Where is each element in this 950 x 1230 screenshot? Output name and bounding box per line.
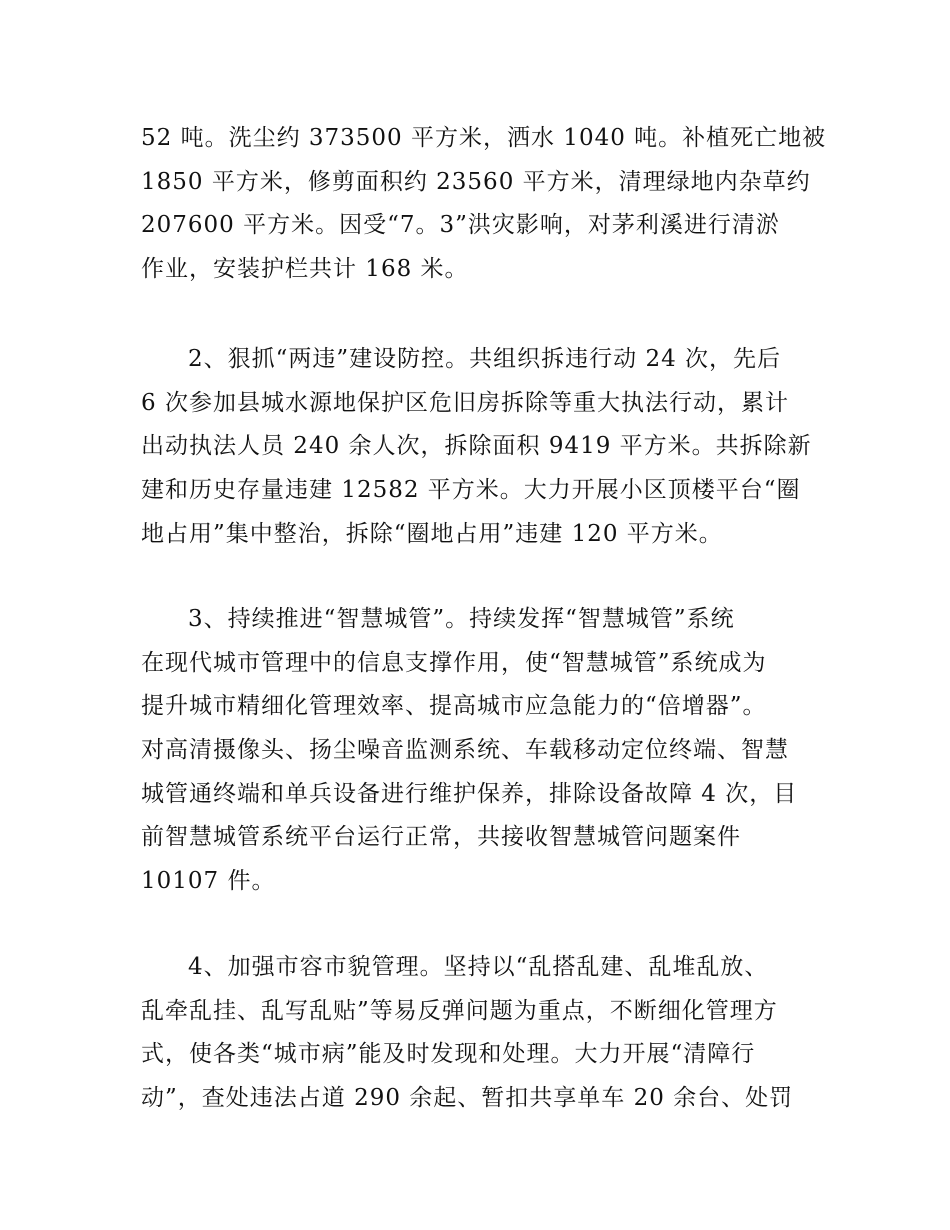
paragraph-city-appearance: [141, 946, 813, 1121]
text-line: 10107 件。: [141, 868, 276, 895]
paragraph-two-violations: [141, 338, 813, 556]
text-line: 建和历史存量违建 12582 平方米。大力开展小区顶楼平台“圈: [141, 477, 801, 504]
text-line: 1850 平方米，修剪面积约 23560 平方米，清理绿地内杂草约: [141, 168, 811, 195]
text-line: 前智慧城管系统平台运行正常，共接收智慧城管问题案件: [141, 824, 741, 851]
text-line: 6 次参加县城水源地保护区危旧房拆除等重大执法行动，累计: [141, 389, 789, 416]
text-line: 作业，安装护栏共计 168 米。: [141, 256, 469, 283]
text-line: 出动执法人员 240 余人次，拆除面积 9419 平方米。共拆除新: [141, 433, 812, 460]
text-line: 提升城市精细化管理效率、提高城市应急能力的“倍增器”。: [141, 693, 767, 720]
text-line: 地占用”集中整治，拆除“圈地占用”违建 120 平方米。: [141, 520, 723, 547]
text-line: 52 吨。洗尘约 373500 平方米，洒水 1040 吨。补植死亡地被: [141, 125, 827, 151]
paragraph-smart-city-management: [141, 598, 813, 904]
text-line: 3、持续推进“智慧城管”。持续发挥“智慧城管”系统: [188, 606, 735, 632]
text-line: 4、加强市容市貌管理。坚持以“乱搭乱建、乱堆乱放、: [188, 954, 769, 980]
text-line: 对高清摄像头、扬尘噪音监测系统、车载移动定位终端、智慧: [141, 737, 789, 764]
text-line: 式，使各类“城市病”能及时发现和处理。大力开展“清障行: [141, 1041, 756, 1068]
text-line: 在现代城市管理中的信息支撑作用，使“智慧城管”系统成为: [141, 649, 767, 676]
text-line: 207600 平方米。因受“7。3”洪灾影响，对茅利溪进行清淤: [141, 212, 780, 239]
paragraph-1-continuation: [141, 117, 827, 292]
text-line: 城管通终端和单兵设备进行维护保养，排除设备故障 4 次，目: [141, 780, 798, 807]
text-line: 动”，查处违法占道 290 余起、暂扣共享单车 20 余台、处罚: [141, 1085, 794, 1112]
text-line: 乱牵乱挂、乱写乱贴”等易反弹问题为重点，不断细化管理方: [141, 997, 778, 1024]
text-line: 2、狠抓“两违”建设防控。共组织拆违行动 24 次，先后: [188, 346, 782, 372]
